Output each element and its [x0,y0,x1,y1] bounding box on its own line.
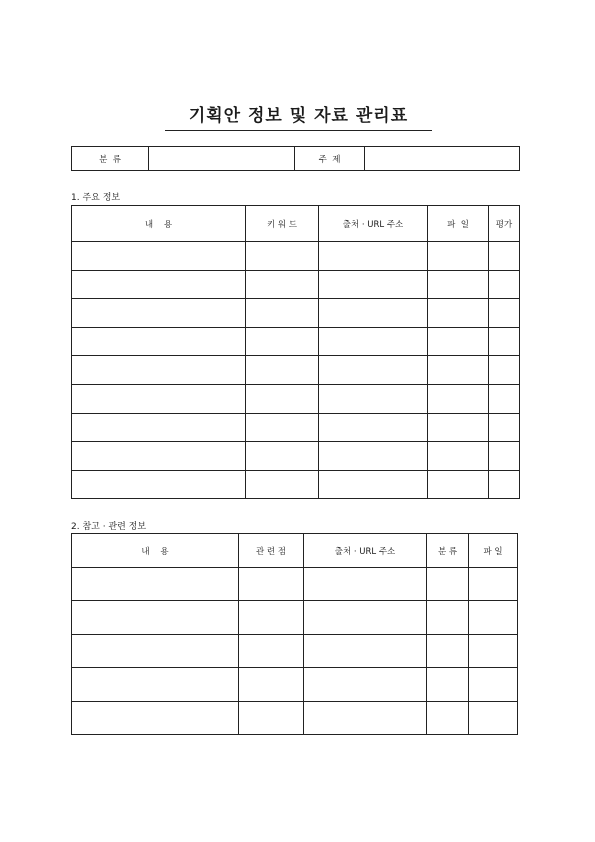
header-content: 내 용 [72,534,239,568]
table-row [72,470,520,499]
table-cell[interactable] [319,299,428,328]
table-row [72,568,518,601]
header-content: 내 용 [72,206,246,242]
category-field[interactable] [149,147,295,171]
table-cell[interactable] [239,601,304,634]
table-cell[interactable] [319,242,428,271]
header-related-point: 관 련 점 [239,534,304,568]
meta-table [71,146,520,171]
main-info-table [71,205,520,499]
table-cell[interactable] [246,413,319,442]
table-cell[interactable] [72,668,239,701]
table-cell[interactable] [489,356,520,385]
table-cell[interactable] [72,327,246,356]
subject-field[interactable] [365,147,520,171]
table-cell[interactable] [428,327,489,356]
main-table-body [72,242,520,499]
header-source-url: 출처 · URL 주소 [304,534,427,568]
header-source-url: 출처 · URL 주소 [319,206,428,242]
subject-label: 주 제 [295,147,365,171]
table-cell[interactable] [246,299,319,328]
table-cell[interactable] [489,327,520,356]
table-cell[interactable] [489,413,520,442]
table-cell[interactable] [239,634,304,667]
table-cell[interactable] [489,270,520,299]
table-cell[interactable] [469,634,518,667]
table-cell[interactable] [319,384,428,413]
section2-label: 2. 참고 · 관련 정보 [71,522,147,532]
table-cell[interactable] [246,384,319,413]
table-cell[interactable] [304,568,427,601]
header-keyword: 키 워 드 [246,206,319,242]
table-cell[interactable] [72,413,246,442]
table-cell[interactable] [489,242,520,271]
table-row [72,270,520,299]
table-cell[interactable] [469,601,518,634]
page-title: 기획안 정보 및 자료 관리표 [165,101,432,131]
table-cell[interactable] [319,327,428,356]
table-cell[interactable] [428,413,489,442]
table-cell[interactable] [72,442,246,471]
reference-table [71,533,518,735]
table-cell[interactable] [319,470,428,499]
ref-table-body [72,568,518,735]
table-cell[interactable] [428,442,489,471]
table-cell[interactable] [246,442,319,471]
table-cell[interactable] [72,270,246,299]
table-cell[interactable] [428,242,489,271]
table-cell[interactable] [469,701,518,734]
table-cell[interactable] [319,442,428,471]
table-row [72,356,520,385]
header-file: 파 일 [428,206,489,242]
table-cell[interactable] [428,299,489,328]
table-cell[interactable] [72,568,239,601]
table-cell[interactable] [72,299,246,328]
table-row [72,242,520,271]
table-row [72,634,518,667]
main-header-row [72,206,520,242]
table-cell[interactable] [319,356,428,385]
table-cell[interactable] [428,470,489,499]
table-cell[interactable] [304,668,427,701]
table-row [72,413,520,442]
table-cell[interactable] [428,356,489,385]
table-cell[interactable] [246,327,319,356]
table-cell[interactable] [427,668,469,701]
section1-label: 1. 주요 정보 [71,193,121,203]
table-cell[interactable] [304,701,427,734]
table-cell[interactable] [72,242,246,271]
table-cell[interactable] [489,470,520,499]
table-cell[interactable] [72,470,246,499]
table-cell[interactable] [428,270,489,299]
table-cell[interactable] [239,701,304,734]
header-rating: 평가 [489,206,520,242]
table-row [72,299,520,328]
table-cell[interactable] [428,384,489,413]
table-row [72,701,518,734]
table-cell[interactable] [489,384,520,413]
table-cell[interactable] [72,601,239,634]
table-row [72,384,520,413]
table-row [72,327,520,356]
ref-header-row [72,534,518,568]
category-label: 분 류 [72,147,149,171]
table-cell[interactable] [246,356,319,385]
table-cell[interactable] [304,634,427,667]
table-cell[interactable] [239,568,304,601]
header-category: 분 류 [427,534,469,568]
table-cell[interactable] [427,568,469,601]
table-cell[interactable] [427,634,469,667]
header-file: 파 일 [469,534,518,568]
table-cell[interactable] [246,270,319,299]
table-cell[interactable] [304,601,427,634]
table-row [72,601,518,634]
table-cell[interactable] [319,270,428,299]
table-row [72,442,520,471]
table-cell[interactable] [427,701,469,734]
table-cell[interactable] [72,634,239,667]
table-row [72,668,518,701]
table-cell[interactable] [72,356,246,385]
table-cell[interactable] [469,568,518,601]
table-cell[interactable] [489,299,520,328]
table-cell[interactable] [246,242,319,271]
table-cell[interactable] [246,470,319,499]
table-cell[interactable] [72,701,239,734]
table-cell[interactable] [427,601,469,634]
table-cell[interactable] [72,384,246,413]
table-cell[interactable] [319,413,428,442]
table-cell[interactable] [239,668,304,701]
table-cell[interactable] [469,668,518,701]
table-cell[interactable] [489,442,520,471]
